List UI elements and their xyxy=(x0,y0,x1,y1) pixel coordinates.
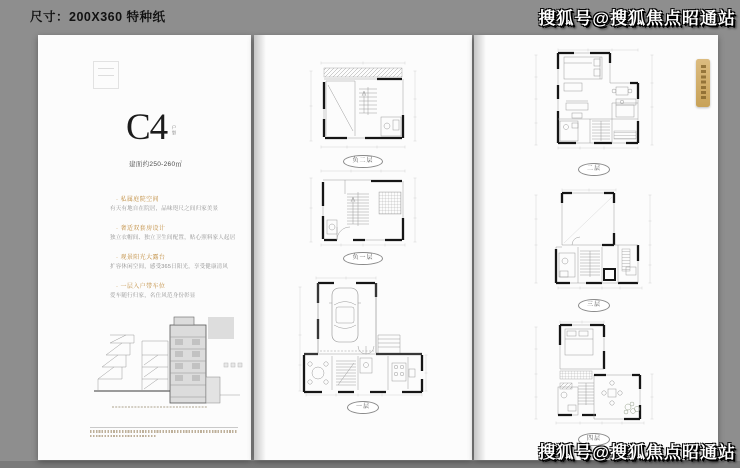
sofa xyxy=(566,101,588,118)
feature-title: · 私属庭院空间 xyxy=(116,194,244,203)
plan-label-level-1: 一层 xyxy=(347,401,379,414)
disclaimer-smudge-line xyxy=(90,435,156,438)
floor-plan-svg xyxy=(532,187,656,295)
footer-divider xyxy=(90,427,238,428)
sohu-watermark-bottom: 搜狐号@搜狐焦点昭通站 xyxy=(538,443,736,462)
feature-desc: 爱车随行归家，名仕风范身份彰显 xyxy=(110,292,196,299)
feature-desc: 扩容休闲空间，感受365日阳光，享受健康清风 xyxy=(110,263,229,270)
unit-title-block xyxy=(126,109,179,146)
plan-label-basement-2: 负二层 xyxy=(343,155,382,168)
feature-desc: 独立衣帽间、独立卫生间配置，贴心照料家人起居 xyxy=(110,234,236,241)
brochure-page-basements xyxy=(254,35,472,460)
feature-title: · 奢适双套房设计 xyxy=(116,223,244,232)
feature-desc: 有天有地自在院居，品味咫尺之间归家美景 xyxy=(110,206,219,212)
plan-label-level-3: 三层 xyxy=(578,299,610,312)
floor-plan-svg xyxy=(307,168,419,248)
staircase xyxy=(359,87,377,115)
gold-bookmark-tab xyxy=(696,59,710,107)
brochure-page-upper-floors xyxy=(474,35,718,460)
feature-item xyxy=(110,194,244,213)
sohu-watermark-top: 搜狐号@搜狐焦点昭通站 xyxy=(538,9,736,28)
floor-plan-level-2 xyxy=(532,47,656,176)
unit-code-suffix: 户型 xyxy=(170,125,176,137)
unit-area-text: 建面约250-260㎡ xyxy=(129,161,183,168)
feature-item xyxy=(110,223,244,242)
unit-code: C4 xyxy=(126,107,168,148)
terrace-table-and-stools xyxy=(602,381,622,405)
building-cross-section-diagram xyxy=(88,311,246,419)
floor-plan-level-1 xyxy=(296,275,430,414)
staircase xyxy=(580,251,600,277)
feature-title: · 观景阳光大露台 xyxy=(116,252,244,261)
floor-plan-level-4 xyxy=(532,319,656,446)
staircase xyxy=(578,383,594,405)
feature-title: · 一层入户带车位 xyxy=(116,281,244,290)
dining-table xyxy=(308,362,328,384)
plan-label-level-4: 四层 xyxy=(578,433,610,446)
feature-item xyxy=(110,252,244,271)
brochure-page-cover xyxy=(38,35,251,460)
car-top-view xyxy=(329,288,361,342)
elevator-shaft xyxy=(379,192,401,214)
feature-list xyxy=(110,194,244,310)
tab-text-smudge xyxy=(701,65,706,101)
floor-plan-svg xyxy=(307,59,419,151)
plan-label-level-2: 二层 xyxy=(578,163,610,176)
plan-label-basement-1: 负一层 xyxy=(343,252,382,265)
brand-logo-box xyxy=(93,61,119,89)
dining-table xyxy=(612,87,632,95)
floor-plan-level-3 xyxy=(532,187,656,312)
floor-plan-basement-2 xyxy=(307,59,419,168)
floor-plan-basement-1 xyxy=(307,168,419,265)
staircase xyxy=(336,361,356,385)
staircase xyxy=(592,121,610,141)
floor-plan-svg xyxy=(532,319,656,429)
staircase xyxy=(347,192,369,226)
floor-plan-svg xyxy=(532,47,656,159)
terrace-plants xyxy=(624,402,640,414)
feature-item xyxy=(110,281,244,300)
paper-size-caption: 尺寸：200X360 特种纸 xyxy=(30,10,166,24)
bed-furniture xyxy=(564,57,602,79)
bed-furniture xyxy=(565,329,593,355)
kitchen-island xyxy=(392,357,415,389)
disclaimer-smudge-line xyxy=(90,430,238,433)
floor-plan-svg xyxy=(296,275,430,397)
